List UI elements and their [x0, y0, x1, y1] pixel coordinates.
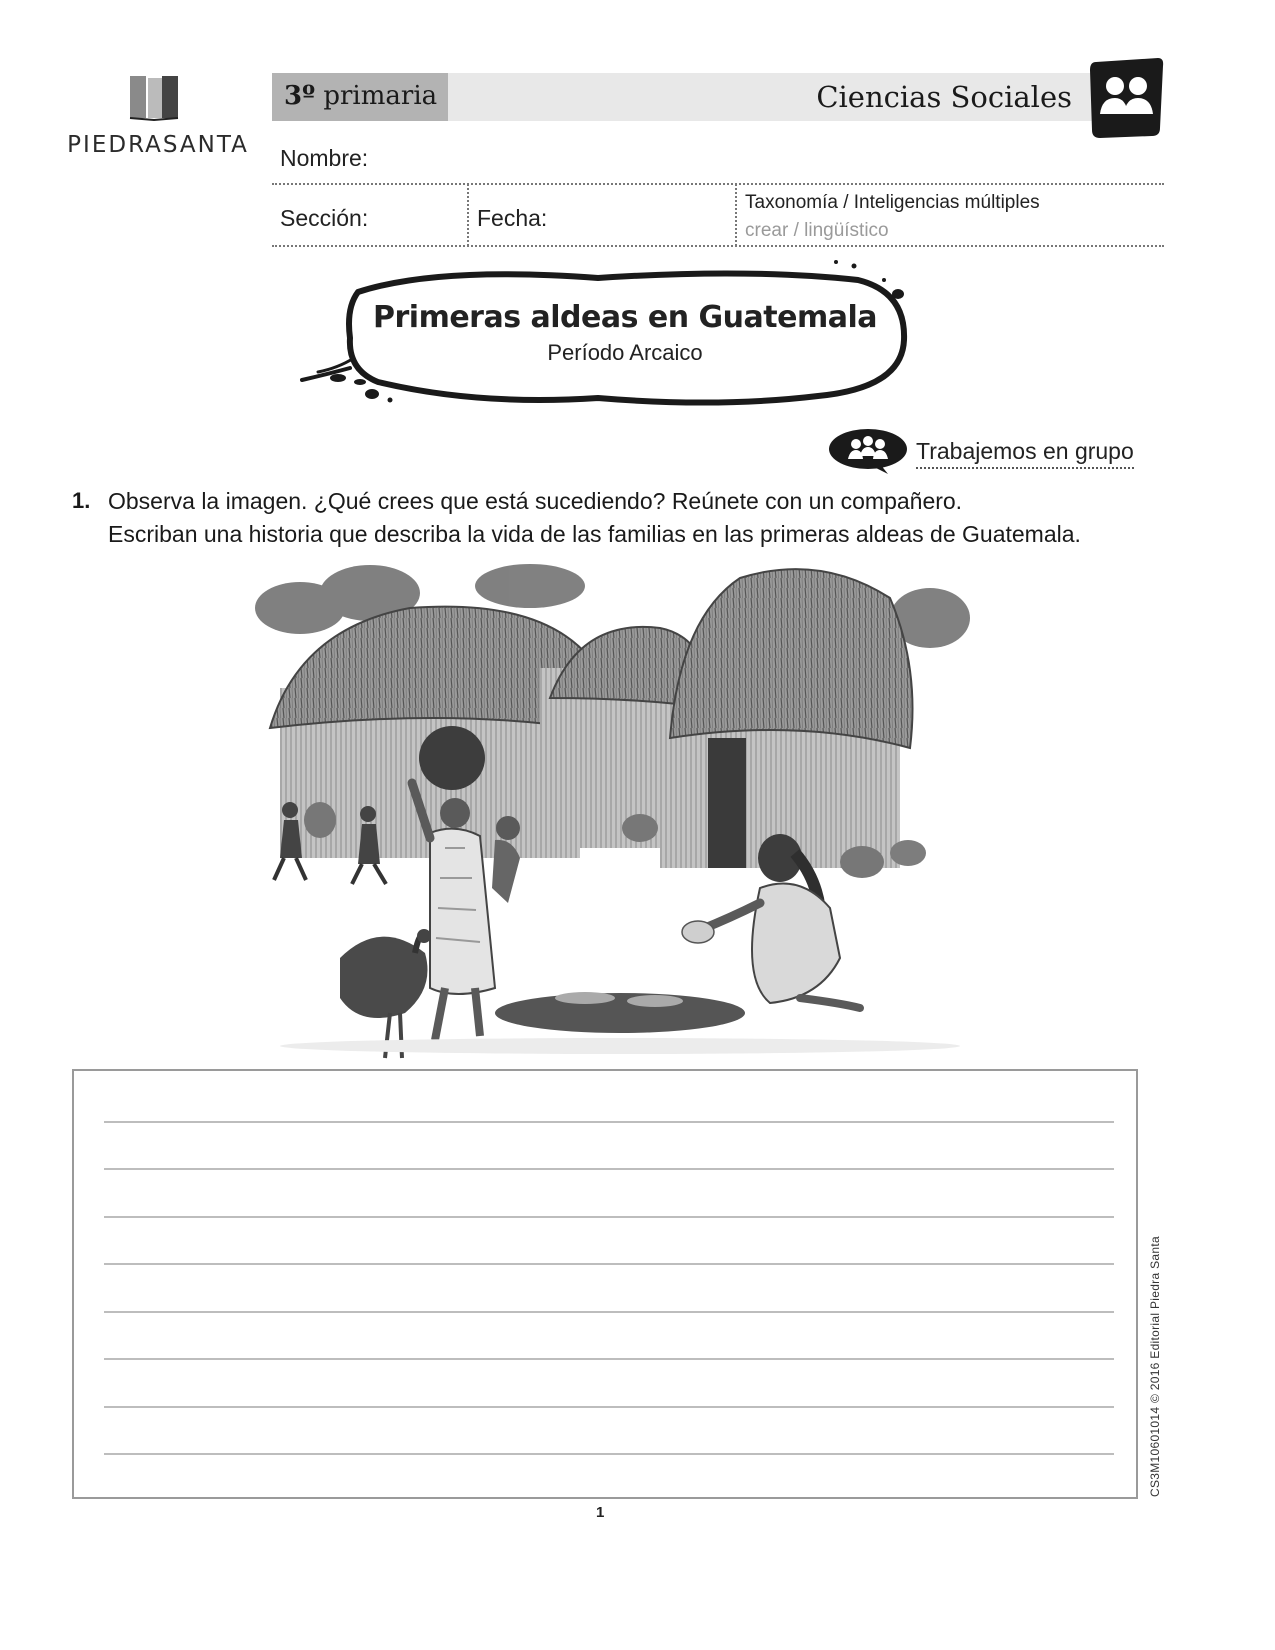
name-label: Nombre: [280, 145, 369, 171]
group-work-tag [828, 428, 1143, 474]
writing-line [104, 1453, 1114, 1455]
writing-line [104, 1168, 1114, 1170]
divider [467, 184, 469, 246]
activity-title: Primeras aldeas en Guatemala [373, 300, 877, 335]
group-work-label: Trabajemos en grupo [916, 438, 1134, 469]
writing-line [104, 1216, 1114, 1218]
grade-number: 3º [284, 81, 316, 111]
writing-line [104, 1263, 1114, 1265]
village-illustration [240, 558, 980, 1063]
brand-name: PIEDRASANTA [67, 132, 249, 158]
question-number: 1. [72, 488, 91, 513]
writing-line [104, 1311, 1114, 1313]
grade-text: primaria [323, 81, 438, 111]
writing-line [104, 1406, 1114, 1408]
writing-line [104, 1358, 1114, 1360]
answer-box[interactable] [72, 1069, 1138, 1499]
group-people-icon [1090, 58, 1164, 138]
question-text-line1: Observa la imagen. ¿Qué crees que está sucediendo? Reúnete con un compañero. [108, 488, 963, 514]
divider [272, 245, 1164, 247]
group-speech-bubble-icon [828, 428, 908, 474]
date-label: Fecha: [477, 205, 548, 231]
activity-subtitle: Período Arcaico [547, 340, 703, 365]
question-text-line2: Escriban una historia que describa la vida de las familias en las primeras aldeas de Guatemala. [108, 521, 1081, 547]
grade-label [284, 81, 437, 111]
divider [735, 184, 737, 246]
taxonomy-value: crear / lingüístico [745, 220, 889, 241]
subject-title: Ciencias Sociales [816, 80, 1072, 114]
divider [272, 183, 1164, 185]
publisher-logo [58, 74, 258, 164]
book-logo-icon [128, 74, 188, 124]
writing-line [104, 1121, 1114, 1123]
copyright-credit: CS3M10601014 © 2016 Editorial Piedra Santa [1148, 1236, 1162, 1497]
taxonomy-label: Taxonomía / Inteligencias múltiples [745, 192, 1040, 213]
section-label: Sección: [280, 205, 369, 231]
page-number: 1 [596, 1504, 605, 1521]
